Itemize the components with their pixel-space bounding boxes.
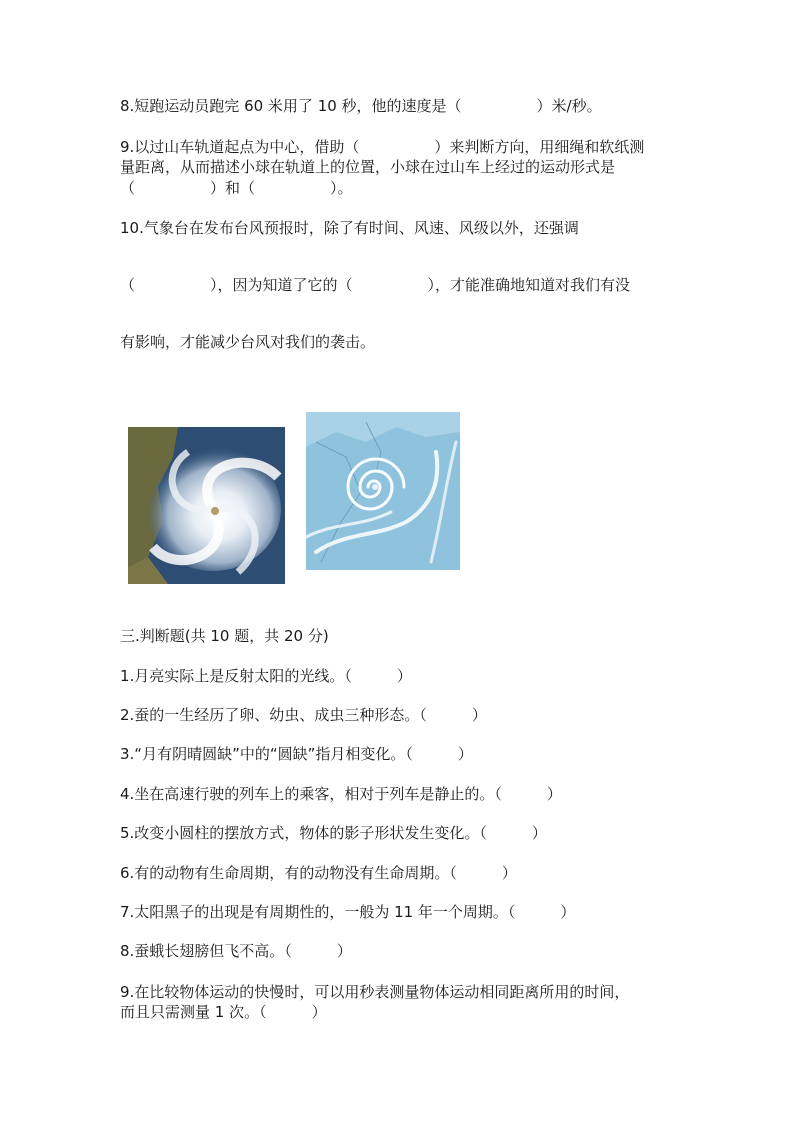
judgment-section-title: 三.判断题(共 10 题，共 20 分) xyxy=(120,627,329,645)
fill-question-9-line2: 量距离，从而描述小球在轨道上的位置，小球在过山车上经过的运动形式是 xyxy=(120,158,616,176)
typhoon-satellite-image xyxy=(128,427,285,584)
fill-question-9-line1: 9.以过山车轨道起点为中心，借助（ ）来判断方向，用细绳和软纸测 xyxy=(120,138,645,156)
fill-question-9-line3: （ ）和（ ）。 xyxy=(120,179,353,197)
judgment-question-1: 1.月亮实际上是反射太阳的光线。（ ） xyxy=(120,667,412,685)
judgment-question-7: 7.太阳黑子的出现是有周期性的，一般为 11 年一个周期。（ ） xyxy=(120,903,576,921)
judgment-question-2: 2.蚕的一生经历了卵、幼虫、成虫三种形态。（ ） xyxy=(120,706,487,724)
fill-question-8: 8.短跑运动员跑完 60 米用了 10 秒，他的速度是（ ）米/秒。 xyxy=(120,97,602,115)
judgment-question-8: 8.蚕蛾长翅膀但飞不高。（ ） xyxy=(120,942,352,960)
judgment-question-5: 5.改变小圆柱的摆放方式，物体的影子形状发生变化。（ ） xyxy=(120,824,547,842)
fill-question-10-line3: 有影响，才能减少台风对我们的袭击。 xyxy=(120,333,376,351)
judgment-question-4: 4.坐在高速行驶的列车上的乘客，相对于列车是静止的。（ ） xyxy=(120,785,562,803)
fill-question-10-line1: 10.气象台在发布台风预报时，除了有时间、风速、风级以外，还强调 xyxy=(120,219,579,237)
judgment-question-6: 6.有的动物有生命周期，有的动物没有生命周期。（ ） xyxy=(120,864,517,882)
judgment-question-9-line2: 而且只需测量 1 次。（ ） xyxy=(120,1003,327,1021)
judgment-question-9-line1: 9.在比较物体运动的快慢时，可以用秒表测量物体运动相同距离所用的时间， xyxy=(120,983,630,1001)
judgment-question-3: 3.“月有阴晴圆缺”中的“圆缺”指月相变化。（ ） xyxy=(120,745,473,763)
typhoon-drawing-image xyxy=(306,412,460,570)
fill-question-10-line2: （ ），因为知道了它的（ ），才能准确地知道对我们有没 xyxy=(120,276,631,294)
